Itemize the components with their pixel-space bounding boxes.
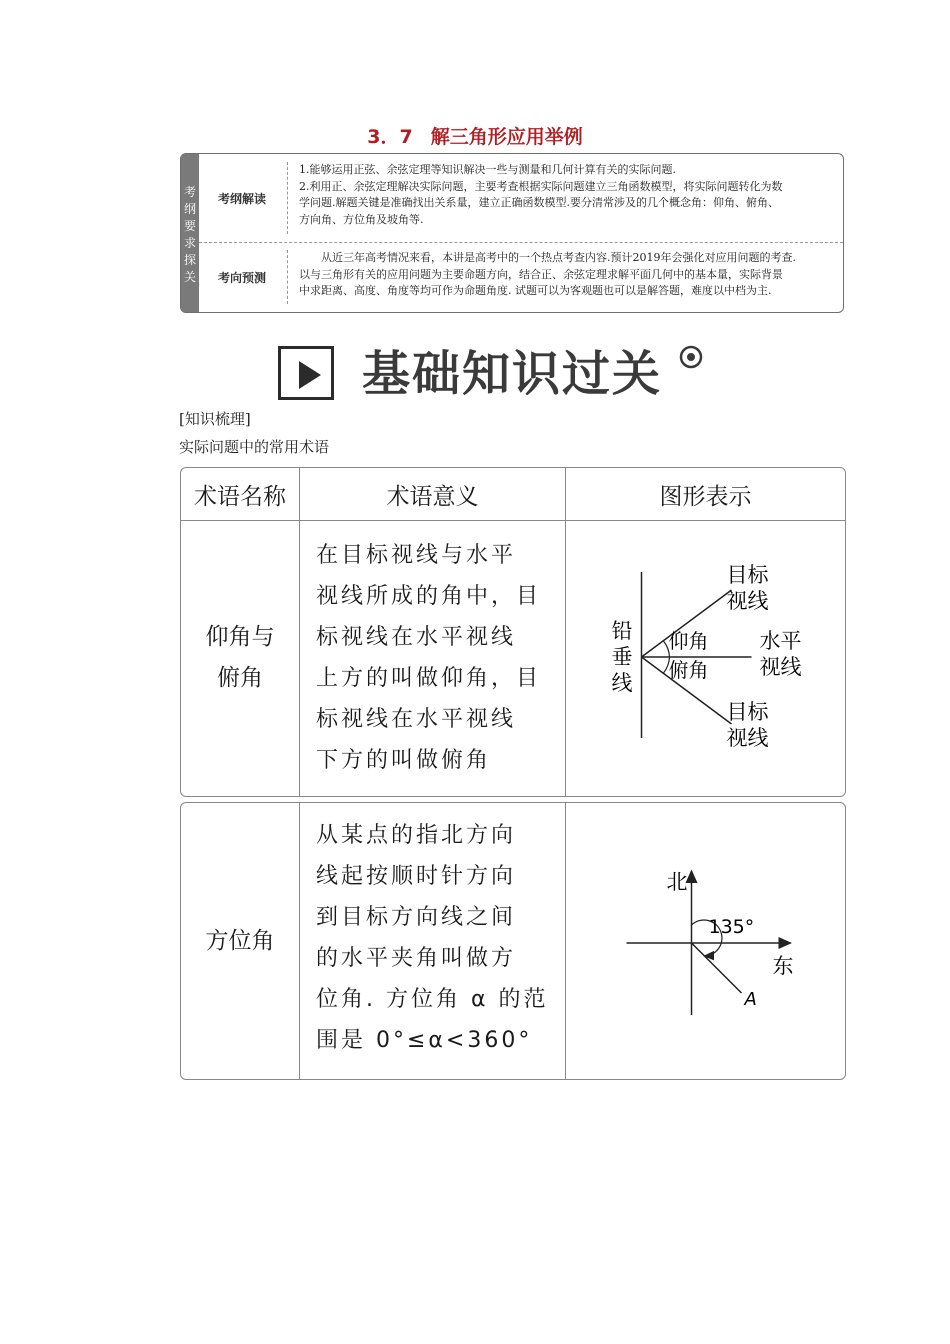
depression-angle-label: 俯角 bbox=[668, 658, 709, 682]
exam-row-label: 考向预测 bbox=[217, 270, 266, 285]
exam-outline-box bbox=[180, 153, 844, 313]
horizontal-line-label: 水平 bbox=[759, 629, 802, 653]
figure-cell bbox=[566, 803, 845, 1079]
meaning-line: 下方的叫做俯角 bbox=[316, 748, 492, 773]
meaning-line: 位角. 方位角 α 的范 bbox=[316, 987, 549, 1012]
elevation-depression-diagram bbox=[566, 520, 845, 796]
exam-row-label: 考纲解读 bbox=[217, 191, 266, 206]
exam-line: 以与三角形有关的应用问题为主要命题方向，结合正、余弦定理求解平面几何中的基本量，实际背景 bbox=[299, 267, 783, 281]
section-banner bbox=[278, 344, 708, 404]
title-number: 3．7 bbox=[367, 126, 413, 148]
term-meaning-cell bbox=[300, 520, 566, 796]
meaning-line: 从某点的指北方向 bbox=[316, 823, 517, 848]
header-figure: 图形表示 bbox=[659, 483, 752, 510]
exam-line: 1.能够运用正弦、余弦定理等知识解决一些与测量和几何计算有关的实际问题. bbox=[299, 163, 676, 176]
target-icon bbox=[678, 344, 704, 370]
table-row bbox=[181, 803, 845, 1079]
meaning-line: 视线所成的角中，目 bbox=[316, 584, 542, 609]
east-label: 东 bbox=[772, 954, 794, 978]
terms-table bbox=[180, 467, 846, 797]
page-title bbox=[0, 122, 950, 149]
term-name-cell bbox=[181, 520, 300, 796]
exam-box-side-tab bbox=[181, 154, 199, 312]
exam-line: 2.利用正、余弦定理解决实际问题，主要考查根据实际问题建立三角函数模型，将实际问题转化为数 bbox=[299, 179, 783, 193]
title-text: 解三角形应用举例 bbox=[430, 126, 583, 148]
north-label: 北 bbox=[666, 870, 688, 894]
header-term-meaning: 术语意义 bbox=[300, 468, 566, 520]
plumb-label: 铅 bbox=[611, 619, 633, 643]
meaning-line: 标视线在水平视线 bbox=[316, 625, 517, 650]
term-name-line: 俯角 bbox=[217, 665, 263, 691]
meaning-line: 的水平夹角叫做方 bbox=[316, 946, 517, 971]
exam-line: 学问题.解题关键是准确找出关系量，建立正确函数模型.要分清常涉及的几个概念角：仰角、俯角、 bbox=[299, 196, 779, 209]
exam-row-divider bbox=[287, 250, 288, 304]
exam-row-content bbox=[299, 250, 833, 300]
meaning-line: 到目标方向线之间 bbox=[316, 905, 517, 930]
upper-line-label: 视线 bbox=[726, 589, 769, 613]
bearing-angle-diagram bbox=[566, 803, 845, 1079]
exam-row-outline bbox=[199, 154, 843, 243]
horizontal-line-label: 视线 bbox=[759, 655, 802, 679]
meaning-line: 线起按顺时针方向 bbox=[316, 864, 517, 889]
section-label: [知识梳理] bbox=[179, 410, 251, 428]
elevation-angle-label: 仰角 bbox=[668, 629, 709, 653]
meaning-line: 上方的叫做仰角，目 bbox=[316, 666, 542, 691]
exam-line: 中求距离、高度、角度等均可作为命题角度. 试题可以为客观题也可以是解答题，难度以中档为主. bbox=[299, 284, 772, 297]
angle-value-label: 135° bbox=[708, 916, 755, 938]
section-subtitle: 实际问题中的常用术语 bbox=[179, 438, 330, 456]
banner-title: 基础知识过关 bbox=[362, 346, 663, 402]
terms-table-continued bbox=[180, 802, 846, 1080]
term-name-cell bbox=[181, 803, 300, 1079]
upper-line-label: 目标 bbox=[726, 563, 769, 587]
figure-cell bbox=[566, 520, 845, 796]
play-icon bbox=[278, 346, 334, 400]
meaning-line: 在目标视线与水平 bbox=[316, 543, 517, 568]
exam-line: 方向角、方位角及坡角等. bbox=[299, 212, 424, 226]
meaning-line: 标视线在水平视线 bbox=[316, 707, 517, 732]
term-meaning-cell bbox=[300, 803, 566, 1079]
lower-line-label: 视线 bbox=[726, 726, 769, 750]
exam-row-forecast bbox=[199, 242, 843, 312]
plumb-label: 垂 bbox=[611, 645, 633, 669]
header-term-name: 术语名称 bbox=[181, 468, 300, 520]
table-row bbox=[181, 520, 845, 796]
lower-line-label: 目标 bbox=[726, 700, 769, 724]
term-name-line: 仰角与 bbox=[205, 624, 275, 650]
point-a-label: A bbox=[744, 989, 757, 1010]
exam-line: 从近三年高考情况来看，本讲是高考中的一个热点考查内容.预计2019年会强化对应用问题的考查. bbox=[321, 251, 796, 264]
term-name-line: 方位角 bbox=[205, 927, 275, 954]
meaning-line: 围是 0°≤α<360° bbox=[316, 1028, 533, 1053]
exam-row-divider bbox=[287, 162, 288, 234]
exam-row-content bbox=[299, 162, 833, 228]
exam-box-side-label: 考纲要求探关 bbox=[183, 185, 196, 284]
table-header-row bbox=[181, 468, 845, 521]
plumb-label: 线 bbox=[611, 671, 633, 695]
